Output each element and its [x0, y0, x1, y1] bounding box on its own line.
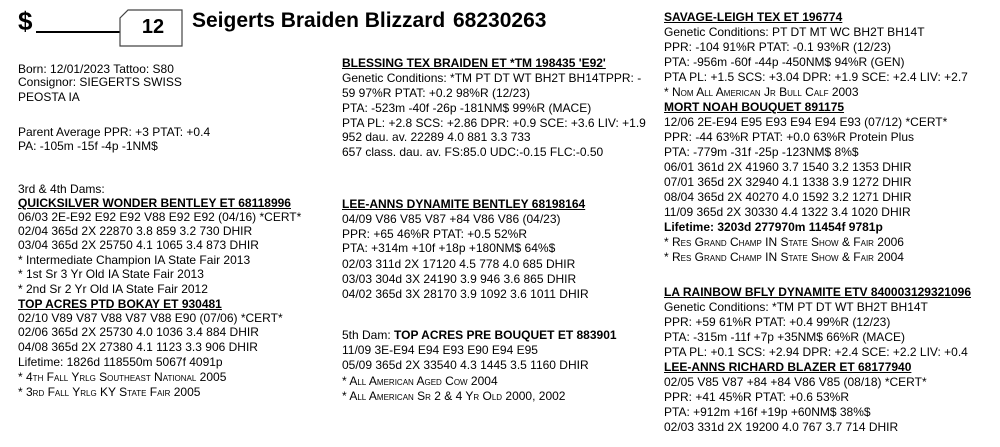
- pedigree-line: 02/10 V89 V87 V88 V87 V88 E90 (07/06) *CERT*: [18, 311, 283, 325]
- pedigree-line: * Nom All American Jr Bull Calf 2003: [664, 85, 859, 99]
- pedigree-line: PTA PL: +1.5 SCS: +3.04 DPR: +1.9 SCE: +2.4 LIV: +2.7: [664, 70, 968, 84]
- pedigree-line: * All American Sr 2 & 4 Yr Old 2000, 2002: [342, 389, 566, 403]
- pedigree-line: PPR: +65 46%R PTAT: +0.5 52%R: [342, 227, 527, 241]
- pedigree-line: PPR: -44 63%R PTAT: +0.0 63%R Protein Plus: [664, 130, 915, 144]
- pedigree-line: 02/05 V85 V87 +84 +84 V86 V85 (08/18) *CERT*: [664, 375, 927, 389]
- animal-heading: LA RAINBOW BFLY DYNAMITE ETV 840003129321096: [664, 285, 972, 299]
- pedigree-line: 04/09 V86 V85 V87 +84 V86 V86 (04/23): [342, 212, 561, 226]
- pedigree-line: * Res Grand Champ IN State Show & Fair 2004: [664, 250, 904, 264]
- pedigree-line: PPR: +41 45%R PTAT: +0.6 53%R: [664, 390, 849, 404]
- dam-label: 5th Dam:: [342, 328, 395, 342]
- pedigree-line: PA: -105m -15f -4p -1NM$: [18, 139, 158, 153]
- pedigree-line: PTA: -523m -40f -26p -181NM$ 99%R (MACE): [342, 101, 592, 115]
- pedigree-line: * Res Grand Champ IN State Show & Fair 2006: [664, 235, 904, 249]
- animal-heading: BLESSING TEX BRAIDEN ET *TM 198435 'E92': [342, 56, 606, 70]
- animal-heading: TOP ACRES PTD BOKAY ET 930481: [18, 297, 222, 311]
- pedigree-line: 06/03 2E-E92 E92 E92 V88 E92 E92 (04/16) *CERT*: [18, 210, 302, 224]
- pedigree-line: * All American Aged Cow 2004: [342, 374, 498, 388]
- pedigree-line: 11/09 3E-E94 E94 E93 E90 E94 E95: [342, 343, 538, 357]
- registration-number: 68230263: [453, 9, 547, 32]
- fifth-dam-name: TOP ACRES PRE BOUQUET ET 883901: [394, 328, 617, 342]
- animal-name: Seigerts Braiden Blizzard: [192, 9, 446, 32]
- pedigree-line: * 3rd Fall Yrlg KY State Fair 2005: [18, 385, 201, 399]
- pedigree-line: Born: 12/01/2023 Tattoo: S80: [18, 62, 174, 76]
- animal-heading: LEE-ANNS DYNAMITE BENTLEY 68198164: [342, 197, 586, 211]
- animal-heading: QUICKSILVER WONDER BENTLEY ET 68118996: [18, 196, 291, 210]
- pedigree-line: 59 97%R PTAT: +0.2 98%R (12/23): [342, 86, 530, 100]
- pedigree-line: * 2nd Sr 2 Yr Old IA State Fair 2012: [18, 282, 208, 296]
- pedigree-line: [342, 328, 617, 342]
- pedigree-line: Genetic Conditions: *TM PT DT WT BH2T BH14T: [664, 300, 928, 314]
- pedigree-line: 04/02 365d 3X 28170 3.9 1092 3.6 1011 DHIR: [342, 287, 589, 301]
- pedigree-line: PPR: -104 91%R PTAT: -0.1 93%R (12/23): [664, 40, 891, 54]
- pedigree-line: PTA: +314m +10f +18p +180NM$ 64%$: [342, 241, 556, 255]
- pedigree-line: 11/09 365d 2X 30330 4.4 1322 3.4 1020 DHIR: [664, 205, 911, 219]
- pedigree-line: PTA: -779m -31f -25p -123NM$ 8%$: [664, 145, 859, 159]
- pedigree-line: PTA: -315m -11f +7p +35NM$ 66%R (MACE): [664, 330, 905, 344]
- animal-heading: SAVAGE-LEIGH TEX ET 196774: [664, 10, 843, 24]
- pedigree-line: 08/04 365d 2X 40270 4.0 1592 3.2 1271 DHIR: [664, 190, 912, 204]
- pedigree-line: Parent Average PPR: +3 PTAT: +0.4: [18, 125, 211, 139]
- pedigree-line: 03/03 304d 3X 24190 3.9 946 3.6 865 DHIR: [342, 272, 577, 286]
- pedigree-line: 07/01 365d 2X 32940 4.1 1338 3.9 1272 DHIR: [664, 175, 912, 189]
- pedigree-line: PPR: +59 61%R PTAT: +0.4 99%R (12/23): [664, 315, 891, 329]
- pedigree-line: * Intermediate Champion IA State Fair 2013: [18, 253, 251, 267]
- pedigree-line: 04/08 365d 2X 27380 4.1 1123 3.3 906 DHIR: [18, 340, 258, 354]
- pedigree-line: Lifetime: 3203d 277970m 11454f 9781p: [664, 220, 883, 234]
- animal-heading: LEE-ANNS RICHARD BLAZER ET 68177940: [664, 360, 912, 374]
- pedigree-line: 02/03 331d 2X 19200 4.0 767 3.7 714 DHIR: [664, 420, 899, 434]
- pedigree-line: 02/04 365d 2X 22870 3.8 859 3.2 730 DHIR: [18, 224, 253, 238]
- pedigree-line: 02/06 365d 2X 25730 4.0 1036 3.4 884 DHIR: [18, 325, 259, 339]
- pedigree-line: PTA PL: +2.8 SCS: +2.86 DPR: +0.9 SCE: +3.6 LIV: +1.9: [342, 116, 646, 130]
- price-label: $: [18, 6, 33, 36]
- pedigree-line: 3rd & 4th Dams:: [18, 182, 105, 196]
- pedigree-line: Lifetime: 1826d 118550m 5067f 4091p: [18, 355, 223, 369]
- pedigree-line: 03/04 365d 2X 25750 4.1 1065 3.4 873 DHIR: [18, 238, 259, 252]
- pedigree-line: Genetic Conditions: PT DT MT WC BH2T BH14T: [664, 25, 925, 39]
- lot-number: 12: [141, 16, 165, 38]
- pedigree-line: 952 dau. av. 22289 4.0 881 3.3 733: [342, 130, 531, 144]
- pedigree-line: PEOSTA IA: [18, 90, 80, 104]
- pedigree-line: 12/06 2E-E94 E95 E93 E94 E94 E93 (07/12) *CERT*: [664, 115, 948, 129]
- pedigree-line: * 4th Fall Yrlg Southeast National 2005: [18, 370, 227, 384]
- pedigree-line: 657 class. dau. av. FS:85.0 UDC:-0.15 FLC:-0.50: [342, 145, 604, 159]
- pedigree-line: Genetic Conditions: *TM PT DT WT BH2T BH14TPPR: -: [342, 71, 642, 85]
- pedigree-line: Consignor: SIEGERTS SWISS: [18, 75, 182, 89]
- pedigree-line: PTA: +912m +16f +19p +60NM$ 38%$: [664, 405, 871, 419]
- pedigree-line: 06/01 361d 2X 41960 3.7 1540 3.2 1353 DHIR: [664, 160, 912, 174]
- price-blank-line[interactable]: [36, 31, 124, 33]
- pedigree-line: PTA PL: +0.1 SCS: +2.94 DPR: +2.4 SCE: +2.2 LIV: +0.4: [664, 345, 968, 359]
- pedigree-line: PTA: -956m -60f -44p -450NM$ 94%R (GEN): [664, 55, 905, 69]
- pedigree-line: * 1st Sr 3 Yr Old IA State Fair 2013: [18, 267, 204, 281]
- pedigree-line: 05/09 365d 2X 33540 4.3 1445 3.5 1160 DHIR: [342, 358, 589, 372]
- animal-heading: MORT NOAH BOUQUET 891175: [664, 100, 845, 114]
- pedigree-line: 02/03 311d 2X 17120 4.5 778 4.0 685 DHIR: [342, 257, 576, 271]
